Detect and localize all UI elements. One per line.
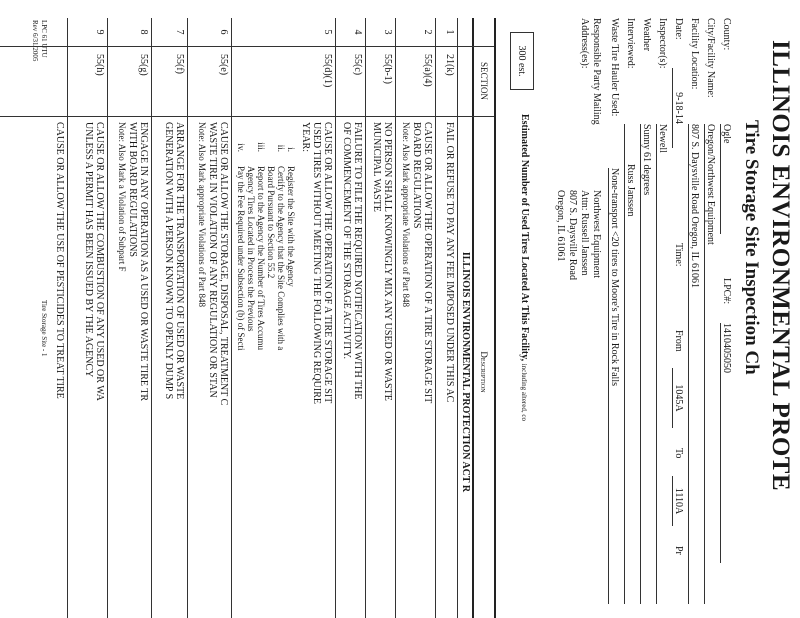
sub-item-text: Certify to the Agency that the Site Complies with a — [276, 166, 286, 351]
pr-label: Pr — [673, 546, 684, 555]
row-description — [236, 122, 333, 618]
row-section: 21(k) — [444, 54, 455, 76]
from-value: 1045A — [672, 368, 684, 428]
act-heading-row — [457, 18, 474, 618]
row-description-line: WITH BOARD REGULATIONS — [127, 122, 138, 257]
row-description-line: OF COMMENCEMENT OF THE STORAGE ACTIVITY. — [341, 122, 352, 360]
weather-label: Weather — [641, 18, 652, 52]
row-description-line: YEAR: — [300, 122, 311, 152]
sub-item-text: Agency Tires Located in Process the Previous — [246, 166, 256, 332]
tire-estimate-small: including altered, co — [520, 363, 528, 421]
row-description — [163, 122, 185, 618]
sub-item — [276, 122, 286, 618]
row-description — [54, 122, 65, 618]
row-description-line: CAUSE OR ALLOW THE OPERATION OF A TIRE STORAGE SIT — [322, 122, 333, 404]
party-label-2: Address(es): — [579, 18, 590, 69]
row-section: 55(f) — [174, 54, 185, 74]
sub-item-numeral: i. — [286, 147, 296, 152]
row-description-line: CAUSE OR ALLOW THE USE OF PESTICIDES TO TREAT TIRE — [54, 122, 65, 399]
description-header: Description — [479, 351, 489, 393]
sub-item — [236, 122, 246, 618]
sub-item — [246, 122, 256, 618]
row-number: 1 — [444, 29, 455, 35]
date-value: 9-18-14 — [672, 68, 684, 148]
to-label: To — [673, 448, 684, 459]
row-number: 2 — [422, 29, 433, 35]
sub-item-numeral: iii. — [256, 142, 266, 152]
hauler-value: None-transport <20 tires to Moore's Tire in Rock Falls — [608, 168, 620, 604]
row-description — [400, 122, 433, 618]
interviewed-label: Interviewed: — [625, 18, 636, 69]
document-title: ILLINOIS ENVIRONMENTAL PROTE — [767, 40, 794, 492]
time-label: Time: — [673, 243, 684, 267]
row-description — [371, 122, 393, 618]
sub-item-text: Report to the Agency the Number of Tires Accumu — [256, 166, 266, 350]
table-row — [231, 18, 336, 618]
weather-value: Sunny 61 degrees — [640, 124, 652, 604]
row-description — [196, 122, 229, 618]
row-description-line: USED TIRES WITHOUT MEETING THE FOLLOWING REQUIRE — [311, 122, 322, 405]
row-section: 55(d)(1) — [322, 54, 333, 88]
city-label: City/Facility Name: — [705, 18, 716, 98]
table-row — [435, 18, 458, 618]
sub-item — [266, 122, 276, 618]
row-note: Note: Also Mark appropriate Violations of Part 848 — [197, 122, 207, 308]
form-id-2: Rev 6/31/2005 — [31, 20, 39, 62]
violations-table — [0, 18, 496, 618]
table-row — [151, 18, 188, 618]
row-number: 8 — [138, 29, 149, 35]
row-note: Note: Also Mark appropriate Violations of Part 848 — [401, 122, 411, 308]
section-header: SECTION — [474, 46, 494, 117]
sub-item-numeral: ii. — [276, 144, 286, 152]
table-row — [395, 18, 436, 618]
row-description-line: WASTE TIRE IN VIOLATION OF ANY REGULATION OR STAN — [207, 122, 218, 398]
address-line: 807 S. Daysville Road — [567, 190, 578, 280]
row-number: 3 — [382, 29, 393, 35]
city-value: Oregon/Northwest Equipment — [704, 124, 716, 604]
to-value: 1110A — [672, 476, 684, 526]
form-id-1: LPC 61 UTU — [40, 20, 48, 58]
row-number: 7 — [174, 29, 185, 35]
sub-item-text: Register the Site with the Agency — [286, 166, 296, 287]
tire-estimate-box: 300 est. — [510, 32, 534, 90]
responsible-party-address — [554, 190, 602, 280]
date-label: Date: — [673, 18, 684, 40]
address-line: Attn: Russell Janssen — [579, 190, 590, 276]
county-label: County: — [721, 18, 732, 51]
lpc-label: LPC#: — [721, 278, 732, 305]
row-description-line: ARRANGE FOR THE TRANSPORTATION OF USED OR WASTE — [174, 122, 185, 400]
interviewed-value: Russ Janssen — [624, 124, 636, 604]
tire-estimate-text: Estimated Number of Used Tires Located At This Facility, — [519, 114, 530, 362]
inspector-value: Newell — [656, 124, 668, 604]
from-label: From — [673, 330, 684, 352]
location-value: 807 S. Daysville Road Oregon, IL 61061 — [688, 124, 700, 604]
header-num-cell — [474, 18, 494, 47]
row-number: 4 — [352, 29, 363, 35]
sub-item-text: Pay the Fee Required under Subsection (b) of Secti — [236, 166, 246, 351]
address-line: Oregon, IL 61061 — [555, 190, 566, 262]
row-description-line: NO PERSON SHALL KNOWINGLY MIX ANY USED OR WASTE — [382, 122, 393, 401]
table-row — [187, 18, 232, 618]
row-description-line: CAUSE OR ALLOW THE OPERATION OF A TIRE STORAGE SIT — [422, 122, 433, 404]
table-row — [67, 18, 108, 618]
inspector-label: Inspector(s): — [657, 18, 668, 69]
party-label-1: Responsible Party Mailing — [591, 18, 602, 125]
row-section: 55(h) — [94, 54, 105, 76]
table-row — [365, 18, 396, 618]
row-number: 6 — [218, 29, 229, 35]
sub-item-text: Board Pursuant to Section 55.2 — [266, 166, 276, 279]
row-section: 55(a)(4) — [422, 54, 433, 87]
table-header — [472, 18, 494, 618]
row-description-line: FAILURE TO FILE THE REQUIRED NOTIFICATION WITH THE — [352, 122, 363, 400]
row-section: 55(c) — [352, 54, 363, 76]
row-description — [116, 122, 149, 618]
act-heading-cell — [460, 122, 471, 618]
row-section: 55(e) — [218, 54, 229, 76]
document-subtitle: Tire Storage Site Inspection Ch — [741, 120, 762, 375]
row-description — [83, 122, 105, 618]
table-row — [335, 18, 366, 618]
row-note: Note: Also Mark a Violation of Subpart F — [117, 122, 127, 272]
row-description-line: CAUSE OR ALLOW THE COMBUSTION OF ANY USED OR WA — [94, 122, 105, 401]
row-description-line: CAUSE OR ALLOW THE STORAGE, DISPOSAL, TREATMENT C — [218, 122, 229, 406]
row-description-line: FAIL OR REFUSE TO PAY ANY FEE IMPOSED UNDER THIS AC — [444, 122, 455, 403]
row-section: 55(b-1) — [382, 54, 393, 84]
table-row — [107, 18, 152, 618]
sub-item — [256, 122, 266, 618]
sub-item-numeral: iv. — [236, 143, 246, 152]
row-number: 9 — [94, 29, 105, 35]
row-description — [341, 122, 363, 618]
page-footer: Tire Storage Site - 1 — [40, 300, 48, 357]
row-description-line: MUNICIPAL WASTE — [371, 122, 382, 212]
row-description-line: GENERATION WITH A PERSON KNOWN TO OPENLY DUMP S — [163, 122, 174, 400]
tire-estimate-label — [519, 114, 530, 421]
row-description — [444, 122, 455, 618]
row-description-line: BOARD REGULATIONS — [411, 122, 422, 229]
location-label: Facility Location: — [689, 18, 700, 90]
row-number: 5 — [322, 29, 333, 35]
row-description-line: UNLESS A PERMIT HAS BEEN ISSUED BY THE AGENCY — [83, 122, 94, 378]
act-heading: ILLINOIS ENVIRONMENTAL PROTECTION ACT R — [460, 251, 471, 493]
sub-item — [286, 122, 296, 618]
county-value: Ogle — [720, 124, 732, 234]
hauler-label: Waste Tire Hauler Used: — [609, 18, 620, 117]
lpc-value: 1410405050 — [720, 323, 732, 563]
row-description-line: ENGAGE IN ANY OPERATION AS A USED OR WASTE TIRE TR — [138, 122, 149, 402]
row-section: 55(g) — [138, 54, 149, 76]
address-line: Northwest Equipment — [591, 190, 602, 279]
